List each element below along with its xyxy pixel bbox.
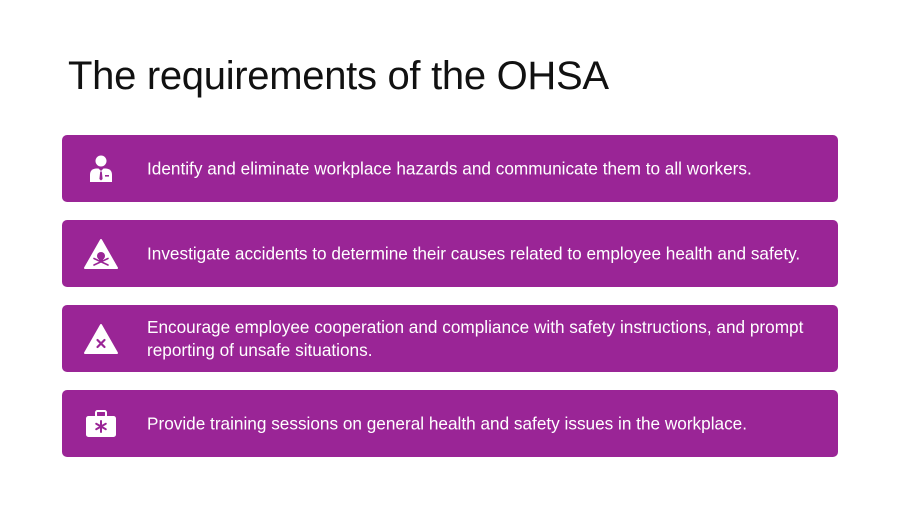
requirement-text: Identify and eliminate workplace hazards and communicate them to all workers. <box>147 158 752 178</box>
hazard-skull-icon <box>82 235 120 273</box>
worker-icon <box>82 150 120 188</box>
requirement-text: Investigate accidents to determine their causes related to employee health and safety. <box>147 243 801 263</box>
requirements-list <box>62 135 838 475</box>
requirement-text: Provide training sessions on general health and safety issues in the workplace. <box>147 413 748 433</box>
requirement-item-3 <box>62 305 838 372</box>
requirement-item-1 <box>62 135 838 202</box>
requirement-item-4 <box>62 390 838 457</box>
first-aid-kit-icon <box>82 405 120 443</box>
slide-title: The requirements of the OHSA <box>68 54 609 98</box>
warning-x-icon <box>82 320 120 358</box>
requirement-item-2 <box>62 220 838 287</box>
requirement-text: Encourage employee cooperation and compliance with safety instructions, and prompt reporting of unsafe situations. <box>147 316 804 360</box>
